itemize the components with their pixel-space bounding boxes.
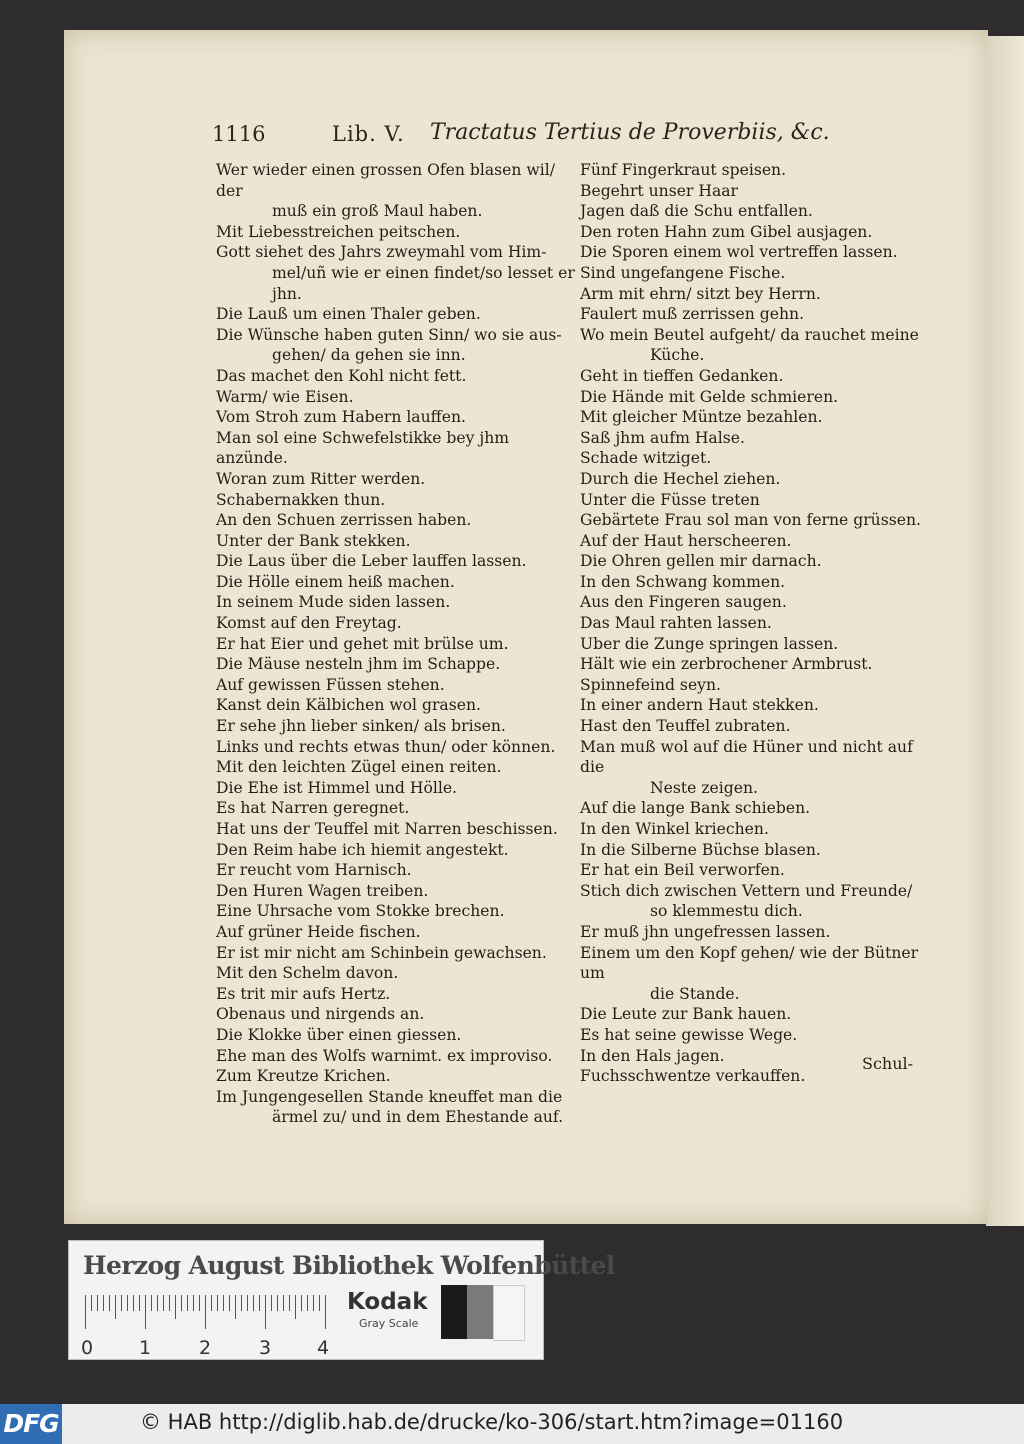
ruler-tick — [181, 1295, 182, 1311]
ruler-tick — [187, 1295, 188, 1311]
right-proverb-column — [580, 160, 930, 1087]
ruler-number: 1 — [139, 1337, 152, 1359]
ruler-tick — [307, 1295, 308, 1311]
proverb-entry — [580, 798, 930, 819]
proverb-entry — [580, 428, 930, 449]
proverb-line: Die Lauß um einen Thaler geben. — [216, 305, 481, 324]
proverb-line: Sind ungefangene Fische. — [580, 263, 786, 282]
proverb-entry — [216, 1025, 576, 1046]
proverb-entry — [216, 716, 576, 737]
ruler-tick — [259, 1295, 260, 1311]
proverb-line: Kanst dein Kälbichen wol grasen. — [216, 696, 481, 715]
scale-ruler — [81, 1295, 330, 1359]
proverb-line: Die Hände mit Gelde schmieren. — [580, 387, 839, 406]
proverb-line: Die Laus über die Leber lauffen lassen. — [216, 552, 527, 571]
proverb-line: Faulert muß zerrissen gehn. — [580, 305, 805, 324]
proverb-entry — [580, 284, 930, 305]
proverb-entry — [580, 263, 930, 284]
ruler-tick — [133, 1295, 134, 1311]
proverb-line: Die Klokke über einen giessen. — [216, 1025, 462, 1044]
ruler-tick — [325, 1295, 326, 1329]
proverb-continuation: ärmel zu/ und in dem Ehestande auf. — [272, 1108, 564, 1127]
proverb-line: Hat uns der Teuffel mit Narren beschissen. — [216, 820, 558, 838]
proverb-entry — [580, 654, 930, 675]
proverb-entry — [580, 572, 930, 593]
proverb-line: In seinem Mude siden lassen. — [216, 593, 451, 612]
ruler-tick — [217, 1295, 218, 1311]
proverb-entry — [216, 675, 576, 696]
proverb-entry — [216, 1046, 576, 1067]
proverb-line: Unter die Füsse treten — [580, 490, 760, 509]
ruler-tick — [199, 1295, 200, 1311]
proverb-entry — [216, 737, 576, 758]
proverb-line: Mit Liebesstreichen peitschen. — [216, 222, 461, 241]
proverb-entry — [580, 613, 930, 634]
proverb-entry — [216, 325, 576, 366]
proverb-line: Auf die lange Bank schieben. — [580, 799, 811, 818]
proverb-line: Den Huren Wagen treiben. — [216, 881, 429, 900]
proverb-entry — [216, 798, 576, 819]
proverb-line: In den Winkel kriechen. — [580, 820, 769, 838]
footer-bar — [0, 1404, 1024, 1444]
proverb-entry — [216, 963, 576, 984]
proverb-line: Ehe man des Wolfs warnimt. ex improviso. — [216, 1046, 553, 1065]
proverb-entry — [216, 922, 576, 943]
ruler-tick — [193, 1295, 194, 1311]
proverb-entry — [216, 984, 576, 1005]
book-label: Lib. V. — [332, 122, 405, 146]
proverb-entry — [580, 407, 930, 428]
left-proverb-column — [216, 160, 576, 1128]
proverb-continuation: muß ein groß Maul haben. — [272, 202, 483, 221]
kodak-logo: Kodak — [347, 1289, 428, 1315]
proverb-continuation: gehen/ da gehen sie inn. — [272, 346, 466, 365]
ruler-tick — [241, 1295, 242, 1311]
proverb-entry — [580, 325, 930, 366]
ruler-tick — [283, 1295, 284, 1311]
proverb-line: Fünf Fingerkraut speisen. — [580, 161, 787, 179]
proverb-entry — [580, 469, 930, 490]
proverb-line: Wer wieder einen grossen Ofen blasen wil/ der — [216, 161, 555, 200]
ruler-tick — [289, 1295, 290, 1311]
ruler-tick — [103, 1295, 104, 1311]
proverb-line: Er ist mir nicht am Schinbein gewachsen. — [216, 943, 547, 962]
ruler-tick — [109, 1295, 110, 1311]
ruler-number: 4 — [317, 1337, 330, 1359]
gray-patch — [467, 1285, 493, 1339]
proverb-entry — [216, 572, 576, 593]
ruler-tick — [127, 1295, 128, 1311]
proverb-entry — [580, 695, 930, 716]
proverb-line: Das machet den Kohl nicht fett. — [216, 366, 467, 385]
ruler-number: 0 — [81, 1337, 94, 1359]
proverb-entry — [216, 304, 576, 325]
proverb-line: Hält wie ein zerbrochener Armbrust. — [580, 655, 873, 674]
proverb-line: Saß jhm aufm Halse. — [580, 428, 745, 447]
ruler-tick — [85, 1295, 86, 1329]
library-label-card — [68, 1240, 615, 1360]
proverb-line: Er reucht vom Harnisch. — [216, 861, 412, 880]
proverb-line: Schabernakken thun. — [216, 490, 386, 509]
proverb-line: Man sol eine Schwefelstikke bey jhm anzünde. — [216, 428, 510, 468]
proverb-line: Begehrt unser Haar — [580, 181, 738, 200]
proverb-line: In den Schwang kommen. — [580, 572, 786, 591]
proverb-line: Vom Stroh zum Habern lauffen. — [216, 408, 466, 427]
proverb-line: Die Ehe ist Himmel und Hölle. — [216, 778, 458, 797]
proverb-line: Mit gleicher Müntze bezahlen. — [580, 408, 823, 427]
proverb-entry — [216, 634, 576, 655]
proverb-line: Komst auf den Freytag. — [216, 614, 402, 633]
proverb-entry — [580, 222, 930, 243]
proverb-entry — [216, 840, 576, 861]
proverb-entry — [216, 592, 576, 613]
proverb-line: Gott siehet des Jahrs zweymahl vom Him- — [216, 243, 547, 262]
proverb-line: In einer andern Haut stekken. — [580, 696, 819, 715]
ruler-tick — [319, 1295, 320, 1311]
proverb-line: Er muß jhn ungefressen lassen. — [580, 922, 831, 941]
proverb-entry — [580, 160, 930, 181]
ruler-tick — [247, 1295, 248, 1311]
proverb-line: Auf gewissen Füssen stehen. — [216, 675, 445, 694]
proverb-entry — [580, 737, 930, 799]
proverb-entry — [580, 675, 930, 696]
proverb-entry — [216, 551, 576, 572]
proverb-line: Durch die Hechel ziehen. — [580, 469, 781, 488]
proverb-line: Spinnefeind seyn. — [580, 675, 721, 694]
proverb-line: Unter der Bank stekken. — [216, 531, 411, 550]
proverb-entry — [216, 387, 576, 408]
proverb-line: Zum Kreutze Krichen. — [216, 1067, 391, 1086]
proverb-entry — [580, 819, 930, 840]
proverb-line: Mit den Schelm davon. — [216, 964, 399, 983]
proverb-entry — [580, 634, 930, 655]
proverb-entry — [580, 860, 930, 881]
proverb-line: An den Schuen zerrissen haben. — [216, 511, 472, 530]
proverb-entry — [216, 778, 576, 799]
proverb-line: Die Leute zur Bank hauen. — [580, 1005, 792, 1024]
proverb-line: Die Ohren gellen mir darnach. — [580, 552, 822, 571]
ruler-tick — [265, 1295, 266, 1329]
proverb-continuation: so klemmestu dich. — [650, 902, 803, 921]
ruler-number: 2 — [199, 1337, 212, 1359]
proverb-entry — [580, 716, 930, 737]
proverb-entry — [216, 469, 576, 490]
library-name: Herzog August Bibliothek Wolfenbüttel — [83, 1251, 615, 1280]
proverb-entry — [580, 881, 930, 922]
dfg-logo: DFG — [0, 1404, 62, 1444]
proverb-entry — [580, 943, 930, 1005]
ruler-tick — [175, 1295, 176, 1319]
next-page-edge — [986, 36, 1024, 1226]
proverb-entry — [580, 304, 930, 325]
proverb-entry — [580, 387, 930, 408]
proverb-entry — [580, 531, 930, 552]
proverb-entry — [216, 222, 576, 243]
proverb-line: In den Hals jagen. — [580, 1046, 725, 1065]
proverb-line: Woran zum Ritter werden. — [216, 469, 426, 488]
proverb-continuation: Neste zeigen. — [650, 778, 758, 797]
ruler-tick — [97, 1295, 98, 1311]
ruler-tick — [301, 1295, 302, 1311]
ruler-tick — [121, 1295, 122, 1311]
ruler-tick — [205, 1295, 206, 1329]
proverb-line: Es trit mir aufs Hertz. — [216, 984, 391, 1003]
proverb-line: Schade witziget. — [580, 449, 712, 468]
proverb-entry — [216, 613, 576, 634]
proverb-entry — [580, 490, 930, 511]
proverb-entry — [580, 448, 930, 469]
proverb-entry — [216, 881, 576, 902]
proverb-line: Im Jungengesellen Stande kneuffet man die — [216, 1087, 563, 1106]
proverb-line: In die Silberne Büchse blasen. — [580, 840, 821, 859]
ruler-tick — [145, 1295, 146, 1329]
proverb-entry — [580, 840, 930, 861]
proverb-entry — [216, 860, 576, 881]
ruler-tick — [115, 1295, 116, 1319]
proverb-line: Jagen daß die Schu entfallen. — [580, 202, 813, 221]
ruler-tick — [151, 1295, 152, 1311]
proverb-line: Eine Uhrsache vom Stokke brechen. — [216, 902, 505, 921]
ruler-tick — [169, 1295, 170, 1311]
proverb-line: Aus den Fingeren saugen. — [580, 593, 787, 612]
proverb-line: Den roten Hahn zum Gibel ausjagen. — [580, 222, 873, 241]
proverb-line: Den Reim habe ich hiemit angestekt. — [216, 840, 509, 859]
proverb-line: Geht in tieffen Gedanken. — [580, 366, 784, 385]
ruler-tick — [157, 1295, 158, 1311]
proverb-line: Einem um den Kopf gehen/ wie der Bütner um — [580, 943, 919, 983]
proverb-entry — [580, 592, 930, 613]
proverb-line: Die Mäuse nesteln jhm im Schappe. — [216, 655, 501, 674]
gray-scale-patches — [441, 1285, 527, 1339]
proverb-entry — [216, 901, 576, 922]
proverb-line: Die Hölle einem heiß machen. — [216, 572, 455, 591]
proverb-entry — [216, 366, 576, 387]
running-head — [212, 118, 932, 150]
ruler-tick — [163, 1295, 164, 1311]
proverb-line: Die Sporen einem wol vertreffen lassen. — [580, 243, 898, 262]
ruler-tick — [295, 1295, 296, 1319]
proverb-line: Stich dich zwischen Vettern und Freunde/ — [580, 881, 913, 900]
proverb-entry — [580, 201, 930, 222]
proverb-line: Das Maul rahten lassen. — [580, 614, 772, 633]
ruler-tick — [139, 1295, 140, 1311]
proverb-entry — [580, 242, 930, 263]
proverb-entry — [216, 407, 576, 428]
proverb-line: Es hat Narren geregnet. — [216, 799, 410, 818]
proverb-entry — [216, 1004, 576, 1025]
proverb-line: Gebärtete Frau sol man von ferne grüssen. — [580, 511, 921, 530]
proverb-entry — [580, 1025, 930, 1046]
proverb-entry — [580, 510, 930, 531]
proverb-entry — [216, 531, 576, 552]
proverb-line: Wo mein Beutel aufgeht/ da rauchet meine — [580, 325, 919, 344]
proverb-line: Es hat seine gewisse Wege. — [580, 1025, 798, 1044]
proverb-line: Er hat Eier und gehet mit brülse um. — [216, 634, 509, 653]
ruler-tick — [277, 1295, 278, 1311]
proverb-entry — [216, 757, 576, 778]
proverb-line: Er hat ein Beil verworfen. — [580, 861, 785, 880]
ruler-tick — [223, 1295, 224, 1311]
catchword: Schul- — [862, 1054, 914, 1073]
ruler-tick — [313, 1295, 314, 1311]
ruler-tick — [211, 1295, 212, 1311]
proverb-continuation: die Stande. — [650, 984, 740, 1003]
proverb-line: Uber die Zunge springen lassen. — [580, 634, 839, 653]
proverb-entry — [216, 1087, 576, 1128]
proverb-line: Mit den leichten Zügel einen reiten. — [216, 758, 502, 777]
proverb-line: Obenaus und nirgends an. — [216, 1005, 425, 1024]
proverb-entry — [216, 160, 576, 222]
proverb-continuation: mel/uñ wie er einen findet/so lesset er jhn. — [272, 263, 575, 303]
proverb-entry — [216, 490, 576, 511]
proverb-continuation: Küche. — [650, 346, 705, 365]
proverb-entry — [580, 1004, 930, 1025]
proverb-entry — [580, 922, 930, 943]
proverb-entry — [216, 510, 576, 531]
copyright-link[interactable]: © HAB http://diglib.hab.de/drucke/ko-306/start.htm?image=01160 — [140, 1410, 844, 1434]
proverb-line: Die Wünsche haben guten Sinn/ wo sie aus- — [216, 325, 562, 344]
proverb-entry — [580, 366, 930, 387]
treatise-title: Tractatus Tertius de Proverbiis, &c. — [430, 120, 830, 145]
proverb-line: Er sehe jhn lieber sinken/ als brisen. — [216, 717, 506, 736]
ruler-tick — [235, 1295, 236, 1319]
proverb-entry — [216, 654, 576, 675]
black-patch — [441, 1285, 467, 1339]
proverb-line: Fuchsschwentze verkauffen. — [580, 1067, 806, 1086]
ruler-tick — [229, 1295, 230, 1311]
proverb-line: Warm/ wie Eisen. — [216, 387, 354, 406]
proverb-line: Hast den Teuffel zubraten. — [580, 717, 791, 736]
proverb-entry — [216, 819, 576, 840]
proverb-line: Man muß wol auf die Hüner und nicht auf die — [580, 737, 913, 777]
proverb-entry — [216, 695, 576, 716]
gray-scale-caption: Gray Scale — [359, 1317, 419, 1330]
proverb-entry — [580, 181, 930, 202]
proverb-line: Links und rechts etwas thun/ oder können. — [216, 737, 556, 756]
proverb-entry — [216, 428, 576, 469]
ruler-tick — [91, 1295, 92, 1311]
proverb-line: Arm mit ehrn/ sitzt bey Herrn. — [580, 284, 821, 303]
proverb-entry — [216, 242, 576, 304]
proverb-entry — [216, 1066, 576, 1087]
ruler-tick — [271, 1295, 272, 1311]
proverb-entry — [216, 943, 576, 964]
proverb-line: Auf grüner Heide fischen. — [216, 922, 421, 941]
proverb-entry — [580, 551, 930, 572]
proverb-line: Auf der Haut herscheeren. — [580, 531, 792, 550]
white-patch — [493, 1285, 525, 1341]
page-number: 1116 — [212, 122, 266, 146]
ruler-number: 3 — [259, 1337, 272, 1359]
ruler-tick — [253, 1295, 254, 1311]
